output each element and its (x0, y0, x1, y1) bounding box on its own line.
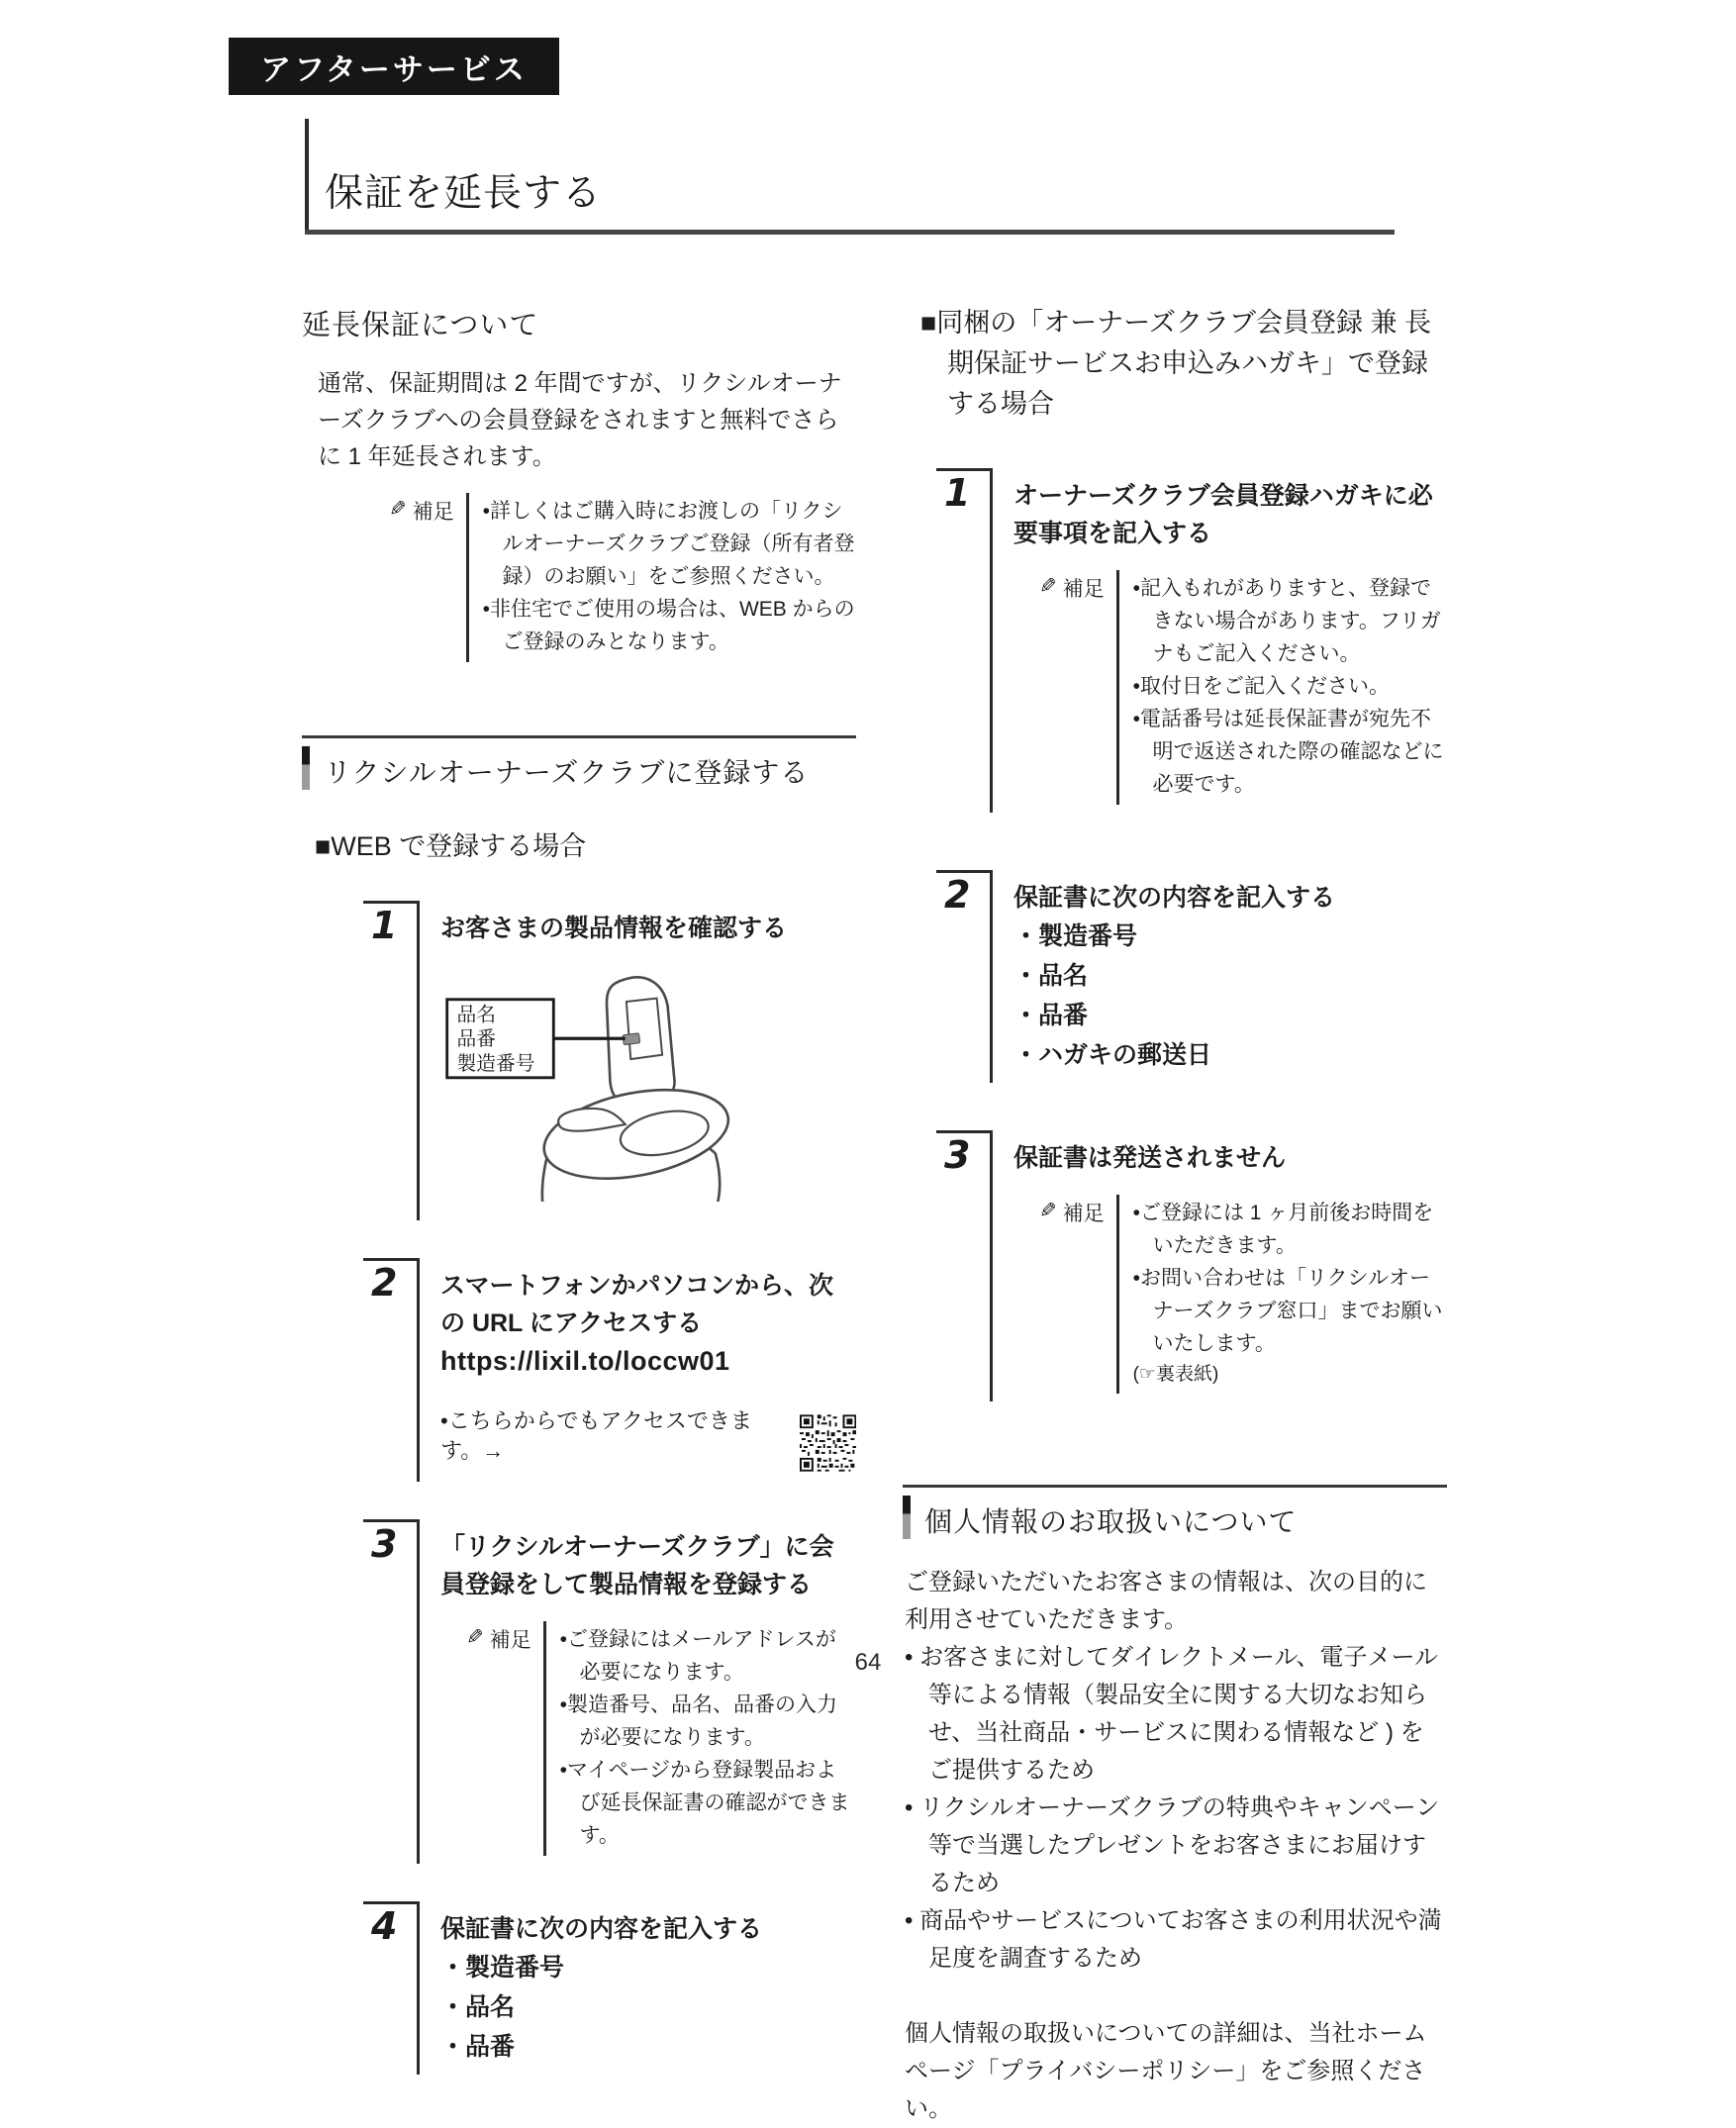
step-number: 1 (936, 468, 990, 813)
note-block (1039, 570, 1447, 805)
note-label: 補足 (412, 501, 454, 524)
step-web-4 (363, 1901, 856, 2075)
step-number: 3 (936, 1130, 990, 1402)
step-list-item: ・品番 (440, 2033, 516, 2061)
note-block (1039, 1195, 1447, 1394)
right-column (903, 289, 1447, 2128)
privacy-policy-note: 個人情報の取扱いについての詳細は、当社ホームページ「プライバシーポリシー」をご参照ください。 (905, 2020, 1427, 2122)
page-content (302, 289, 1447, 2128)
note-item: •マイページから登録製品および延長保証書の確認ができます。 (559, 1759, 850, 1847)
figure-label: 品名 (456, 1004, 497, 1026)
note-item: •記入もれがありますと、登録できない場合があります。フリガナもご記入ください。 (1132, 577, 1441, 665)
note-item: •非住宅でご使用の場合は、WEB からのご登録のみとなります。 (482, 598, 855, 653)
lid-inner-panel (627, 999, 662, 1059)
section-accent-bar (302, 746, 310, 790)
step-number: 1 (363, 901, 417, 1220)
step-title: 保証書に次の内容を記入する (1013, 884, 1336, 912)
step-number: 4 (363, 1901, 417, 2075)
step-postcard-2 (936, 870, 1447, 1083)
step-list-item: ・品名 (1013, 962, 1089, 990)
personal-info-body (903, 1564, 1447, 1978)
note-label: 補足 (1062, 578, 1105, 601)
subheading-web-registration: ■WEB で登録する場合 (315, 831, 587, 861)
section-heading-register-owners-club: リクシルオーナーズクラブに登録する (302, 735, 856, 791)
note-item: •詳しくはご購入時にお渡しの「リクシルオーナーズクラブご登録（所有者登録）のお願い」をご参照ください。 (482, 500, 855, 588)
chapter-tab: アフターサービス (229, 38, 559, 95)
extended-warranty-body: 通常、保証期間は 2 年間ですが、リクシルオーナーズクラブへの会員登録をされますと無料でさらに 1 年延長されます。 (318, 370, 842, 470)
back-cover-reference: (☞裏表紙) (1132, 1364, 1219, 1385)
step-number: 2 (936, 870, 990, 1083)
personal-info-intro: ご登録いただいたお客さまの情報は、次の目的に利用させていただきます。 (905, 1569, 1427, 1633)
step-list-item: ・製造番号 (440, 1954, 565, 1982)
step-number: 3 (363, 1519, 417, 1864)
note-item: •取付日をご記入ください。 (1132, 675, 1390, 698)
note-item: •ご登録には 1 ヶ月前後お時間をいただきます。 (1132, 1202, 1434, 1257)
purpose-item: • お客さまに対してダイレクトメール、電子メール等による情報（製品安全に関する大切なお知らせ、当社商品・サービスに関わる情報など ) をご提供するため (905, 1644, 1438, 1784)
note-item: •製造番号、品名、品番の入力が必要になります。 (559, 1693, 837, 1749)
note-item: •電話番号は延長保証書が宛先不明で返送された際の確認などに必要です。 (1132, 708, 1444, 796)
note-label: 補足 (1062, 1203, 1105, 1225)
step-web-3 (363, 1519, 856, 1864)
step-list-item: ・品番 (1013, 1002, 1089, 1029)
step-web-2 (363, 1258, 856, 1482)
step-title: お客さまの製品情報を確認する (440, 915, 788, 942)
purpose-item: • リクシルオーナーズクラブの特典やキャンペーン等で当選したプレゼントをお客さまにお届けするため (905, 1794, 1440, 1896)
page-title: 保証を延長する (305, 119, 1395, 230)
purpose-item: • 商品やサービスについてお客さまの利用状況や満足度を調査するため (905, 1907, 1442, 1972)
subheading-postcard-registration: ■同梱の「オーナーズクラブ会員登録 兼 長期保証サービスお申込みハガキ」で登録する場合 (920, 308, 1431, 419)
note-item: •ご登録にはメールアドレスが必要になります。 (559, 1628, 836, 1684)
qr-code (800, 1412, 856, 1474)
figure-label: 製造番号 (456, 1053, 535, 1076)
page-title-block (305, 119, 1395, 235)
step-title: 保証書は発送されません (1013, 1144, 1287, 1172)
registration-url: https://lixil.to/loccw01 (440, 1346, 730, 1376)
pencil-icon: ✎ (1039, 1200, 1057, 1222)
note-label: 補足 (489, 1629, 531, 1652)
step-title: スマートフォンかパソコンから、次の URL にアクセスする (440, 1272, 834, 1337)
step-title: 「リクシルオーナーズクラブ」に会員登録をして製品情報を登録する (440, 1533, 834, 1598)
step-number: 2 (363, 1258, 417, 1482)
step-list-item: ・製造番号 (1013, 922, 1138, 950)
pencil-icon: ✎ (466, 1626, 484, 1649)
pencil-icon: ✎ (389, 498, 407, 521)
note-block (389, 493, 856, 662)
toilet-illustration (442, 969, 856, 1207)
section-heading-personal-info: 個人情報のお取扱いについて (903, 1485, 1447, 1540)
step-postcard-3 (936, 1130, 1447, 1402)
qr-caption: •こちらからでもアクセスできます。→ (440, 1408, 752, 1463)
page-number: 64 (854, 1649, 882, 1676)
figure-label: 品番 (456, 1027, 497, 1050)
left-column (302, 289, 856, 2128)
pencil-icon: ✎ (1039, 575, 1057, 598)
step-list-item: ・ハガキの郵送日 (1013, 1041, 1212, 1069)
note-item: •お問い合わせは「リクシルオーナーズクラブ窓口」までお願いいたします。 (1132, 1267, 1443, 1355)
step-postcard-1 (936, 468, 1447, 813)
step-web-1 (363, 901, 856, 1220)
step-list-item: ・品名 (440, 1993, 516, 2021)
step-title: オーナーズクラブ会員登録ハガキに必要事項を記入する (1013, 482, 1433, 547)
step-title: 保証書に次の内容を記入する (440, 1915, 763, 1943)
section-accent-bar (903, 1496, 911, 1539)
heading-extended-warranty: 延長保証について (302, 310, 539, 341)
